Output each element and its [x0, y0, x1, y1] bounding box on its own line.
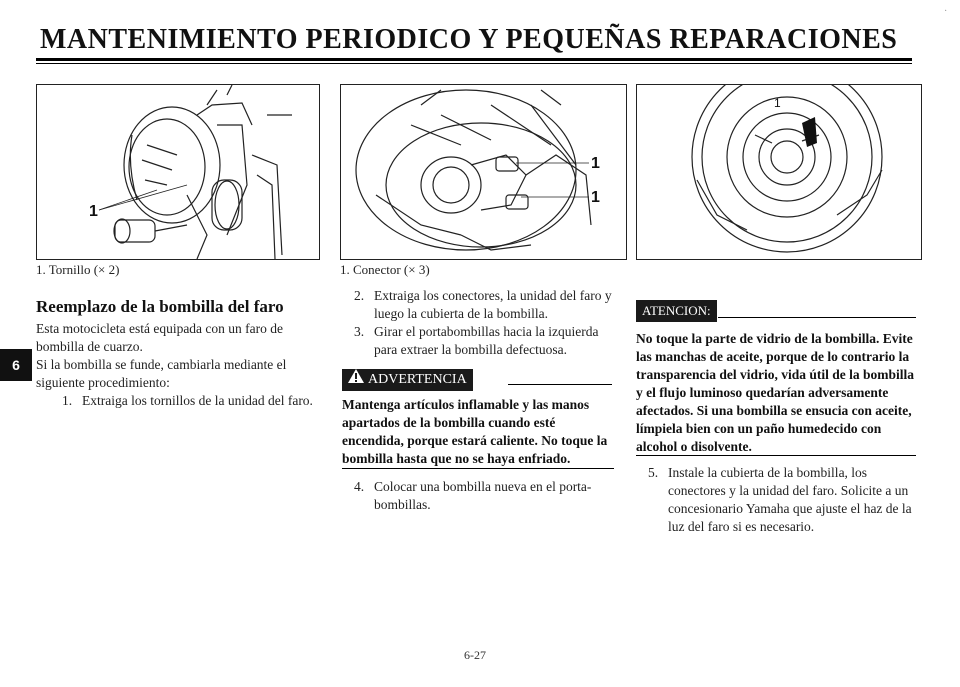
callout-1: 1	[89, 203, 98, 220]
attention-rule	[636, 455, 916, 456]
warning-label: ADVERTENCIA	[368, 372, 467, 388]
attention-text: No toque la parte de vidrio de la bombilla. Evite las manchas de aceite, porque de lo contrario la transparencia del vidrio, vida útil de la bombilla y el flujo luminoso quedarían adversamente afectados. Si una bombilla se ensucia con aceite, límpiela bien con un paño humedecido con alcohol o disolvente.	[636, 331, 915, 454]
step-5	[648, 464, 918, 536]
section-heading: Reemplazo de la bombilla del faro	[36, 297, 284, 316]
warning-badge-line	[508, 384, 612, 385]
page-number: 6-27	[464, 648, 486, 662]
connectors-illustration	[341, 85, 626, 259]
callout-1-bottom: 1	[591, 189, 600, 206]
step-number: 2.	[354, 288, 365, 303]
figure-1-caption: 1. Tornillo (× 2)	[36, 262, 120, 277]
title-rule	[36, 58, 912, 61]
step-number: 3.	[354, 324, 365, 339]
step-number: 5.	[648, 465, 659, 480]
callout-1: 1	[774, 96, 781, 110]
step-text: Colocar una bombilla nueva en el porta-bombillas.	[374, 479, 592, 512]
title-rule-thin	[36, 63, 912, 64]
step-text: Extraiga los conectores, la unidad del faro y luego la cubierta de la bombilla.	[374, 288, 612, 321]
intro-paragraph: Esta motocicleta está equipada con un faro de bombilla de cuarzo.	[36, 321, 284, 354]
step-text: Girar el portabombillas hacia la izquierda para extraer la bombilla defectuosa.	[374, 324, 599, 357]
corner-mark: ·	[944, 6, 948, 17]
step-number: 4.	[354, 479, 365, 494]
figure-2-caption: 1. Conector (× 3)	[340, 262, 430, 277]
step-3	[354, 323, 624, 359]
attention-badge: ATENCION:	[636, 300, 717, 322]
figure-bulb-holder	[636, 84, 922, 260]
step-text: Instale la cubierta de la bombilla, los conectores y la unidad del faro. Solicite a un concesionario Yamaha que ajuste el haz de la luz del faro si es necesario.	[668, 465, 912, 534]
warning-rule	[342, 468, 614, 469]
step-2	[354, 287, 624, 323]
headlight-illustration	[37, 85, 319, 259]
step-4	[354, 478, 624, 514]
bulb-holder-illustration	[637, 85, 921, 259]
attention-badge-line	[718, 317, 916, 318]
callout-1-top: 1	[591, 155, 600, 172]
step-1	[62, 392, 330, 412]
page-title: MANTENIMIENTO PERIODICO Y PEQUEÑAS REPARACIONES	[40, 24, 898, 55]
warning-text: Mantenga artículos inflamable y las manos apartados de la bombilla cuando esté encendida, porque estará caliente. No toque la bombilla hasta que no se haya enfriado.	[342, 397, 608, 466]
procedure-intro: Si la bombilla se funde, cambiarla mediante el siguiente procedimiento:	[36, 357, 287, 390]
warning-triangle-icon	[348, 369, 364, 391]
warning-badge	[342, 369, 473, 391]
figure-headlight-screws	[36, 84, 320, 260]
figure-connectors	[340, 84, 627, 260]
step-text: Extraiga los tornillos de la unidad del faro.	[82, 393, 313, 408]
section-tab: 6	[0, 349, 32, 381]
step-number: 1.	[62, 393, 73, 408]
